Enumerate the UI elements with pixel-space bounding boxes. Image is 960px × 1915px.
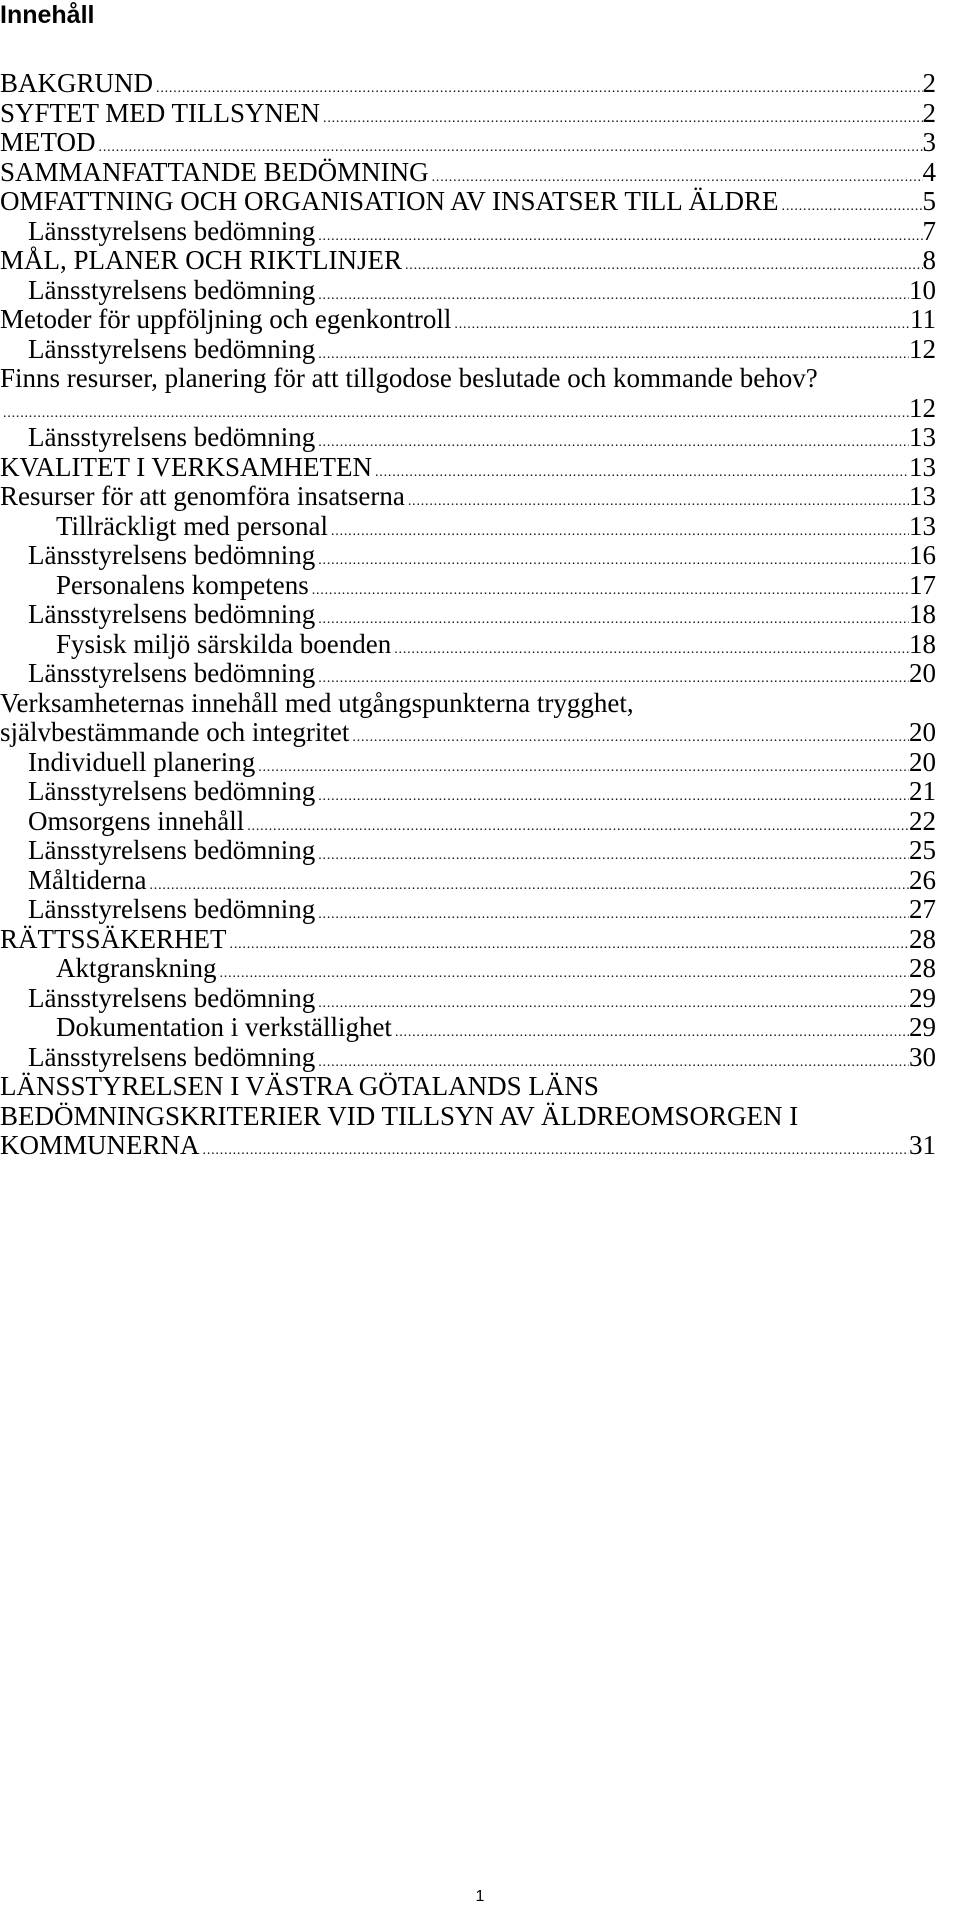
toc-entry[interactable]	[0, 1013, 936, 1043]
toc-page-number: 18	[909, 599, 936, 629]
toc-entry[interactable]	[0, 305, 936, 335]
toc-entry-title: KOMMUNERNA	[0, 1130, 200, 1160]
toc-page-number: 29	[909, 982, 936, 1013]
toc-page-number: 22	[909, 805, 936, 836]
toc-entry-title: Tillräckligt med personal	[56, 510, 328, 541]
toc-entry-title: Länsstyrelsens bedömning	[28, 422, 316, 452]
page-number: 1	[475, 1888, 485, 1905]
toc-entry-title: Fysisk miljö särskilda boenden	[56, 628, 392, 659]
toc-entry-title: Länsstyrelsens bedömning	[28, 835, 316, 865]
toc-entry-title: SYFTET MED TILLSYNEN	[0, 97, 321, 128]
toc-entry[interactable]	[0, 748, 936, 778]
toc-page-number: 28	[909, 953, 936, 983]
toc-page-number: 21	[909, 776, 936, 806]
toc-page-number: 12	[909, 392, 936, 423]
toc-page-number: 27	[909, 894, 936, 924]
toc-entry-title: Länsstyrelsens bedömning	[28, 599, 316, 629]
toc-page-number: 28	[909, 923, 936, 954]
toc-entry-title: Dokumentation i verkställighet	[56, 1012, 392, 1042]
toc-page-number: 13	[909, 481, 936, 511]
toc-entry[interactable]	[0, 689, 936, 748]
toc-page-number: 7	[922, 215, 936, 246]
toc-page-number: 13	[909, 451, 936, 482]
toc-page-number: 18	[909, 628, 936, 659]
toc-entry[interactable]	[0, 659, 936, 689]
toc-entry[interactable]	[0, 807, 936, 837]
toc-entry-title: Länsstyrelsens bedömning	[28, 540, 316, 570]
toc-entry-title: LÄNSSTYRELSEN I VÄSTRA GÖTALANDS LÄNS	[0, 1071, 599, 1101]
toc-entry-title: Länsstyrelsens bedömning	[28, 274, 316, 305]
toc-entry[interactable]	[0, 954, 936, 984]
toc-page-number: 20	[909, 658, 936, 688]
toc-page-number: 13	[909, 510, 936, 541]
page-title: Innehåll	[0, 1, 95, 29]
toc-entry[interactable]	[0, 187, 936, 217]
toc-page-number: 3	[922, 127, 936, 157]
toc-entry-title: SAMMANFATTANDE BEDÖMNING	[0, 156, 429, 187]
toc-entry-title: Omsorgens innehåll	[28, 805, 245, 836]
toc-entry-title: Länsstyrelsens bedömning	[28, 776, 316, 806]
toc-entry[interactable]	[0, 866, 936, 896]
toc-entry[interactable]	[0, 630, 936, 660]
toc-page-number: 4	[922, 156, 936, 187]
toc-page-number: 12	[909, 333, 936, 364]
toc-entry[interactable]	[0, 99, 936, 129]
toc-page-number: 20	[909, 746, 936, 777]
toc-entry[interactable]	[0, 217, 936, 247]
toc-entry-title: Individuell planering	[28, 746, 256, 777]
toc-entry-title: Länsstyrelsens bedömning	[28, 658, 316, 688]
toc-entry[interactable]	[0, 512, 936, 542]
toc-entry[interactable]	[0, 246, 936, 276]
dot-leader	[200, 1136, 909, 1166]
toc-entry-title: Länsstyrelsens bedömning	[28, 215, 316, 246]
toc-entry[interactable]	[0, 128, 936, 158]
toc-entry-title: Länsstyrelsens bedömning	[28, 894, 316, 924]
toc-page-number: 2	[922, 97, 936, 128]
toc-entry[interactable]	[0, 1043, 936, 1073]
toc-entry[interactable]	[0, 69, 936, 99]
toc-entry[interactable]	[0, 571, 936, 601]
toc-entry-title: RÄTTSSÄKERHET	[0, 923, 227, 954]
toc-entry[interactable]	[0, 158, 936, 188]
toc-entry-title: METOD	[0, 127, 96, 157]
toc-entry[interactable]	[0, 335, 936, 365]
toc-entry-title: BEDÖMNINGSKRITERIER VID TILLSYN AV ÄLDREOMSORGEN I	[0, 1100, 799, 1131]
toc-entry-title: Personalens kompetens	[56, 569, 309, 600]
toc-entry-title: Länsstyrelsens bedömning	[28, 1041, 316, 1072]
toc-entry[interactable]	[0, 895, 936, 925]
toc-entry[interactable]	[0, 777, 936, 807]
toc-page-number: 8	[922, 245, 936, 275]
toc-page-number: 30	[909, 1041, 936, 1072]
toc-entry-title: MÅL, PLANER OCH RIKTLINJER	[0, 245, 402, 275]
toc-entry-title: Länsstyrelsens bedömning	[28, 982, 316, 1013]
toc-page-number: 17	[909, 569, 936, 600]
toc-entry-title: Metoder för uppföljning och egenkontroll	[0, 304, 452, 334]
toc-page-number: 11	[910, 304, 936, 334]
toc-entry-title: självbestämmande och integritet	[0, 717, 350, 747]
toc-entry[interactable]	[0, 541, 936, 571]
toc-page-number: 5	[922, 186, 936, 216]
toc-entry[interactable]	[0, 600, 936, 630]
toc-entry-title: Resurser för att genomföra insatserna	[0, 481, 405, 511]
toc-entry[interactable]	[0, 453, 936, 483]
toc-page-number: 26	[909, 864, 936, 895]
toc-entry-title: BAKGRUND	[0, 68, 154, 98]
toc-entry[interactable]	[0, 1072, 936, 1161]
toc-entry-title: Finns resurser, planering för att tillgodose beslutade och kommande behov?	[0, 363, 818, 393]
toc-entry[interactable]	[0, 276, 936, 306]
toc-page-number: 20	[909, 717, 936, 747]
toc-page-number: 25	[909, 835, 936, 865]
toc-page-number: 31	[909, 1130, 936, 1160]
toc-entry[interactable]	[0, 423, 936, 453]
toc-page-number: 13	[909, 422, 936, 452]
toc-entry[interactable]	[0, 364, 936, 423]
toc-entry-title: OMFATTNING OCH ORGANISATION AV INSATSER TILL ÄLDRE	[0, 186, 779, 216]
toc-page-number: 2	[922, 68, 936, 98]
toc-entry-title: KVALITET I VERKSAMHETEN	[0, 451, 372, 482]
toc-entry[interactable]	[0, 984, 936, 1014]
toc-entry-title: Måltiderna	[28, 864, 147, 895]
toc-page-number: 16	[909, 540, 936, 570]
toc-page-number: 29	[909, 1012, 936, 1042]
toc-page-number: 10	[909, 274, 936, 305]
toc-entry[interactable]	[0, 482, 936, 512]
toc-entry-title: Länsstyrelsens bedömning	[28, 333, 316, 364]
toc-entry-title: Verksamheternas innehåll med utgångspunkterna trygghet,	[0, 687, 634, 718]
toc-entry-title: Aktgranskning	[56, 953, 217, 983]
toc-entry[interactable]	[0, 925, 936, 955]
toc-entry[interactable]	[0, 836, 936, 866]
